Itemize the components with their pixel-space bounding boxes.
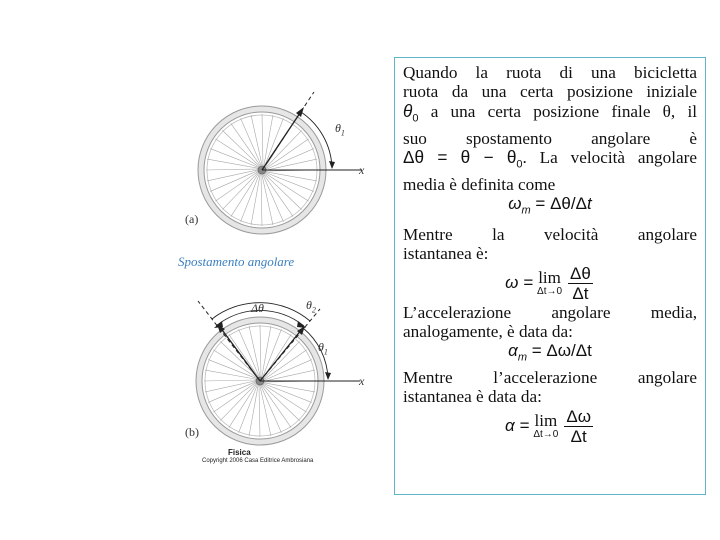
- delta-theta-label: Δθ: [251, 301, 264, 315]
- para3-line2: analogamente, è data da:: [403, 321, 573, 341]
- wheel-a: [198, 92, 365, 234]
- para1-line2: ruota da una certa posizione iniziale: [403, 82, 697, 102]
- explanation-textbox: [394, 57, 706, 495]
- copyright-notice: Copyright 2006 Casa Editrice Ambrosiana: [202, 458, 314, 464]
- para3-line1: L’accelerazione angolare media,: [403, 302, 697, 322]
- wheel-b: [196, 301, 360, 445]
- para1-line1: Quando la ruota di una bicicletta: [403, 63, 697, 82]
- equation-alpha-mean: $\alpha_m = \Delta\omega/\Delta t$: [508, 341, 592, 364]
- wheel-figure: [170, 85, 385, 475]
- para4-line1: Mentre l’accelerazione angolare: [403, 367, 697, 387]
- panel-a-label: (a): [185, 212, 199, 226]
- panel-b-label: (b): [185, 425, 199, 439]
- equation-omega-instant: ω = lim Δt→0 $\frac{\Delta\theta}{\Delta t}$: [505, 263, 591, 303]
- book-title: Fisica: [228, 448, 251, 457]
- para4-line2: istantanea è data da:: [403, 387, 542, 407]
- equation-alpha-instant: α = lim Δt→0 $\frac{\Delta\omega}{\Delta t}$: [504, 406, 592, 446]
- para1-line3: $\theta_0$ a una certa posizione finale θ, il: [403, 100, 697, 125]
- theta1-label-b: $\theta_1$: [318, 340, 328, 357]
- x-axis-label-b: x: [359, 374, 365, 388]
- para2-line1: Mentre la velocità angolare: [403, 224, 697, 244]
- x-axis-label-a: x: [359, 163, 365, 177]
- para1-line6: media è definita come: [403, 174, 556, 194]
- theta2-label-b: $\theta_2$: [306, 298, 316, 315]
- para1-line4: suo spostamento angolare è: [403, 128, 697, 148]
- para1-line5: $\Delta\theta = \theta - \theta_0$. La velocità angolare: [403, 147, 697, 171]
- theta1-label-a: $\theta_1$: [335, 121, 345, 138]
- figure-caption: Spostamento angolare: [178, 254, 295, 269]
- equation-omega-mean: $\omega_m = \Delta\theta/\Delta t$: [508, 194, 592, 217]
- para2-line2: istantanea è:: [403, 244, 489, 264]
- wheel-diagram: [170, 85, 385, 475]
